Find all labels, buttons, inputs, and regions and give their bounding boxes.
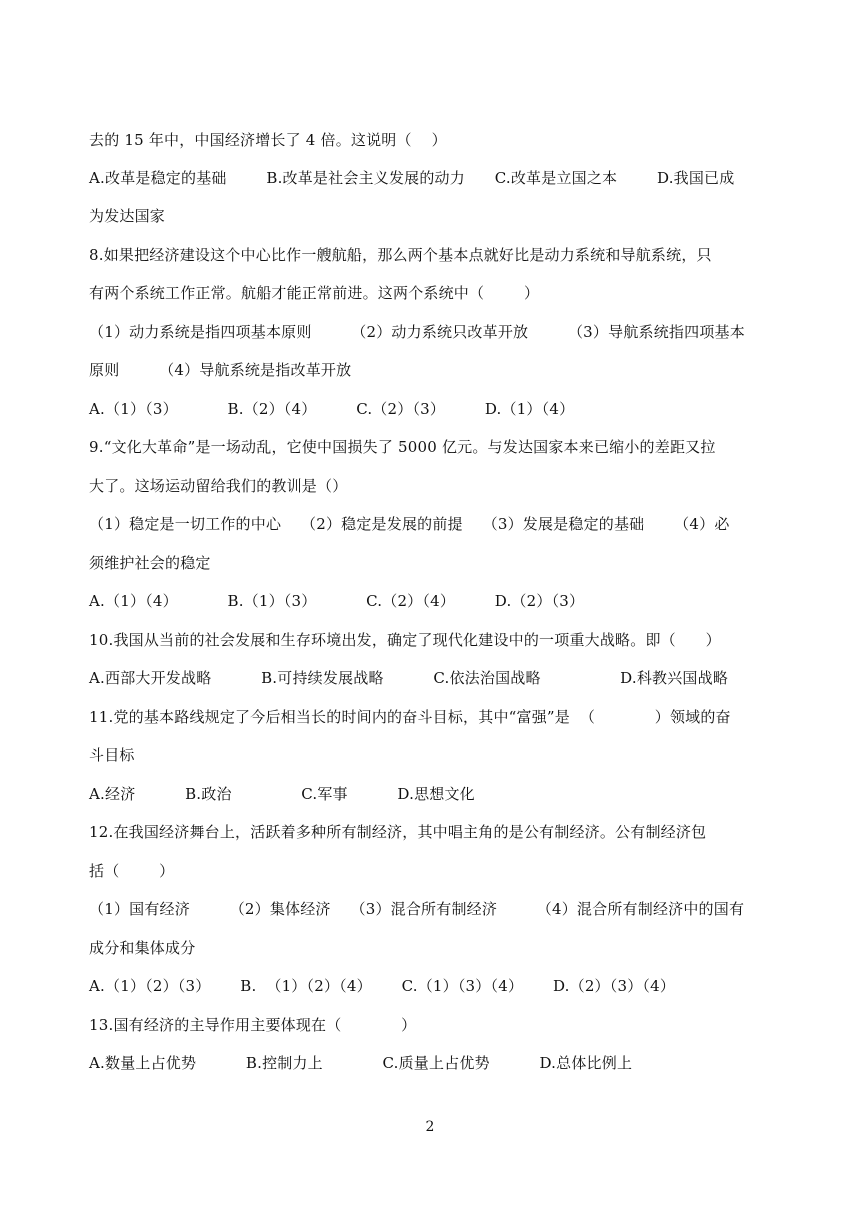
text-line: A.（1）（4） B.（1）（3） C.（2）（4） D.（2）（3） [89, 592, 585, 610]
text-line: 10.我国从当前的社会发展和生存环境出发，确定了现代化建设中的一项重大战略。即（ ） [89, 631, 721, 649]
text-line: 须维护社会的稳定 [89, 554, 211, 572]
text-line: A.西部大开发战略 B.可持续发展战略 C.依法治国战略 D.科教兴国战略 [89, 669, 729, 687]
text-line: 12.在我国经济舞台上，活跃着多种所有制经济，其中唱主角的是公有制经济。公有制经济包 [89, 823, 707, 841]
text-line: 原则 （4）导航系统是指改革开放 [89, 361, 352, 379]
text-line: A.经济 B.政治 C.军事 D.思想文化 [89, 785, 475, 803]
text-line: 大了。这场运动留给我们的教训是（） [89, 477, 348, 495]
text-line: 有两个系统工作正常。航船才能正常前进。这两个系统中（ ） [89, 284, 540, 302]
text-line: A.数量上占优势 B.控制力上 C.质量上占优势 D.总体比例上 [89, 1054, 633, 1072]
text-line: A.（1）（3） B.（2）（4） C.（2）（3） D.（1）（4） [89, 400, 575, 418]
text-line: （1）动力系统是指四项基本原则 （2）动力系统只改革开放 （3）导航系统指四项基本 [89, 323, 745, 341]
text-line: （1）国有经济 （2）集体经济 （3）混合所有制经济 （4）混合所有制经济中的国有 [89, 900, 745, 918]
text-line: A.改革是稳定的基础 B.改革是社会主义发展的动力 C.改革是立国之本 D.我国已成 [89, 169, 735, 187]
page-number: 2 [425, 1119, 435, 1135]
text-line: 括（ ） [89, 862, 175, 880]
text-line: 去的 15 年中，中国经济增长了 4 倍。这说明（ ） [89, 131, 447, 149]
text-line: 成分和集体成分 [89, 939, 196, 957]
text-line: 为发达国家 [89, 207, 166, 225]
text-line: 13.国有经济的主导作用主要体现在（ ） [89, 1016, 417, 1034]
text-line: 斗目标 [89, 746, 135, 764]
text-line: 9.“文化大革命”是一场动乱，它使中国损失了 5000 亿元。与发达国家本来已缩小的差距又拉 [89, 438, 716, 456]
text-line: A.（1）（2）（3） B. （1）（2）（4） C.（1）（3）（4） D.（2）（3）（4） [89, 977, 676, 995]
text-line: 11.党的基本路线规定了今后相当长的时间内的奋斗目标，其中“富强”是 （ ）领域的奋 [89, 708, 731, 726]
text-line: 8.如果把经济建设这个中心比作一艘航船，那么两个基本点就好比是动力系统和导航系统，只 [89, 246, 712, 264]
text-line: （1）稳定是一切工作的中心 （2）稳定是发展的前提 （3）发展是稳定的基础 （4）必 [89, 515, 730, 533]
